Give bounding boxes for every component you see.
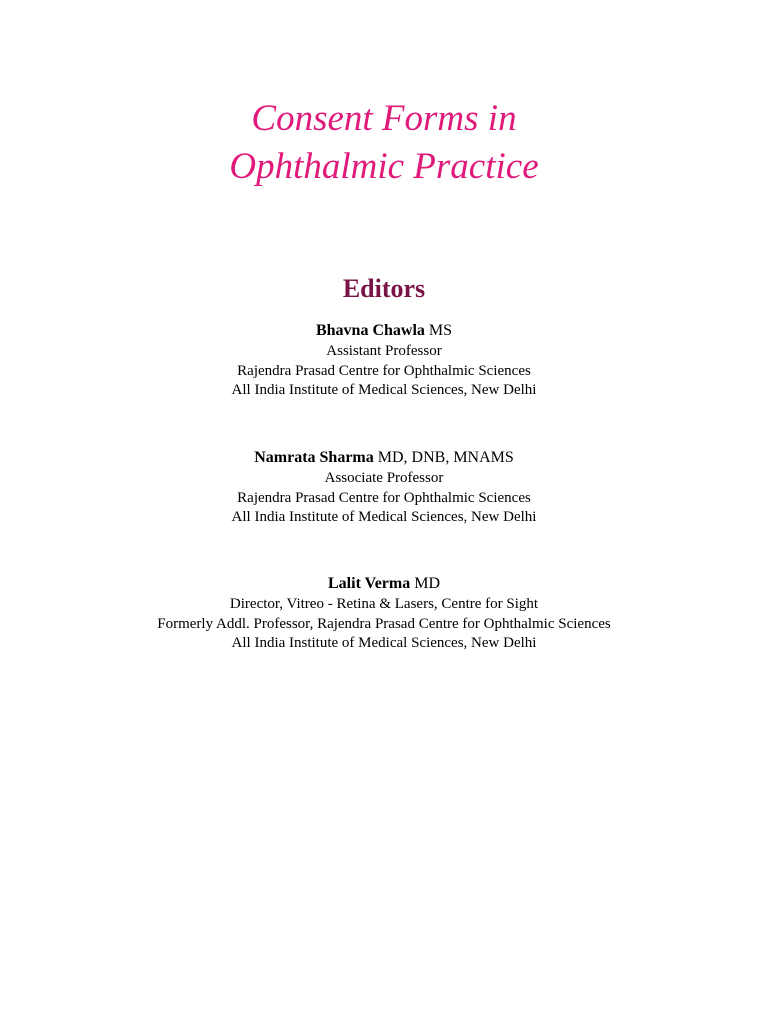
editor-name-line (0, 574, 768, 594)
editor-block (0, 574, 768, 654)
editor-block (0, 448, 768, 528)
editor-affiliation: Formerly Addl. Professor, Rajendra Prasad Centre for Ophthalmic Sciences (157, 615, 611, 632)
book-title (0, 95, 768, 191)
editor-affiliation: All India Institute of Medical Sciences, New Delhi (231, 509, 537, 525)
editor-degrees: MD, DNB, MNAMS (377, 449, 514, 466)
book-title-line-2: Ophthalmic Practice (229, 146, 539, 187)
book-title-line-1: Consent Forms in (251, 98, 517, 139)
editor-name: Lalit Verma (328, 575, 411, 592)
editor-name: Bhavna Chawla (315, 322, 425, 339)
editor-affiliation: Director, Vitreo - Retina & Lasers, Centre for Sight (229, 596, 539, 612)
editor-block (0, 321, 768, 401)
editor-degrees: MS (428, 322, 453, 339)
editor-affiliation: Rajendra Prasad Centre for Ophthalmic Sciences (237, 362, 531, 379)
editor-name: Namrata Sharma (254, 449, 374, 466)
editor-affiliation: All India Institute of Medical Sciences, New Delhi (231, 635, 537, 651)
editor-name-line (0, 321, 768, 341)
editor-degrees: MD (414, 575, 440, 592)
editor-affiliation: All India Institute of Medical Sciences, New Delhi (231, 382, 537, 398)
editor-name-line (0, 448, 768, 468)
editor-affiliation: Rajendra Prasad Centre for Ophthalmic Sciences (237, 489, 531, 506)
editor-affiliation: Associate Professor (324, 470, 444, 486)
editors-heading: Editors (342, 274, 426, 303)
editor-affiliation: Assistant Professor (326, 343, 442, 359)
